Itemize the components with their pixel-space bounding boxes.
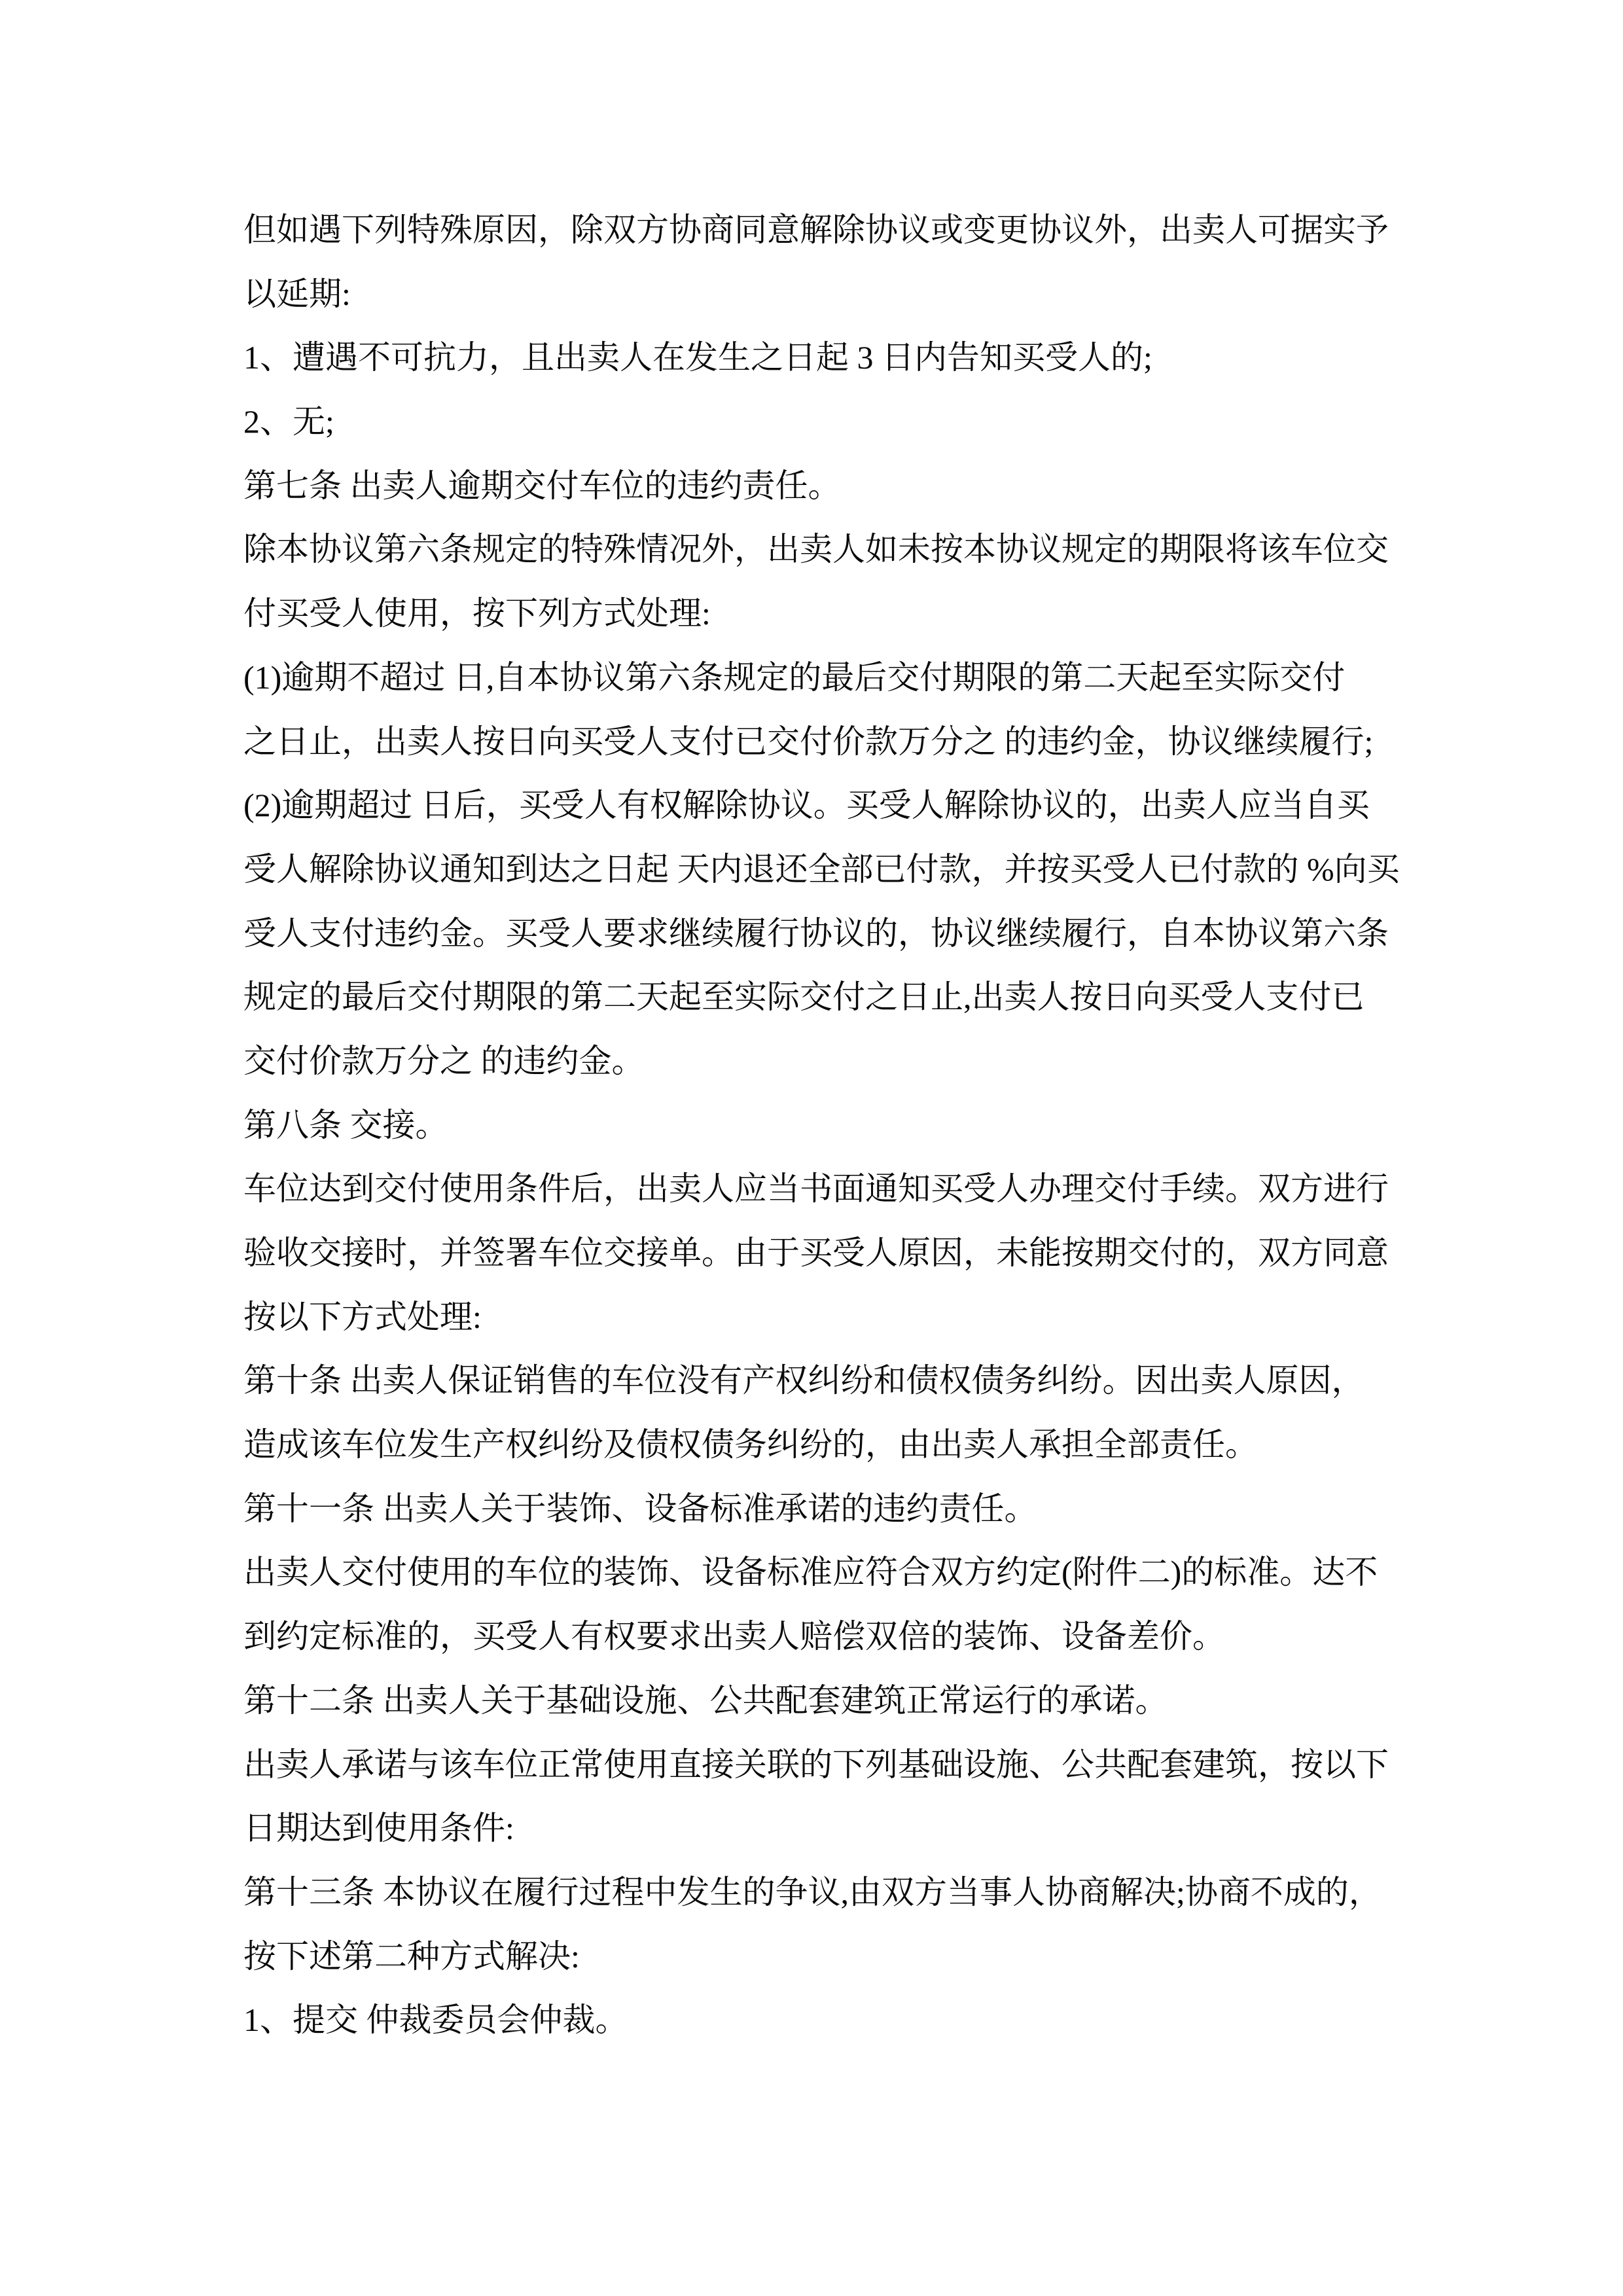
text-line: 除本协议第六条规定的特殊情况外，出卖人如未按本协议规定的期限将该车位交 xyxy=(243,531,1389,568)
text-line: 以延期: xyxy=(243,275,351,312)
text-line: 但如遇下列特殊原因，除双方协商同意解除协议或变更协议外，出卖人可据实予 xyxy=(243,211,1389,248)
text-line: 第十二条 出卖人关于基础设施、公共配套建筑正常运行的承诺。 xyxy=(243,1681,1168,1719)
text-line: 第十条 出卖人保证销售的车位没有产权纠纷和债权债务纠纷。因出卖人原因， xyxy=(243,1362,1364,1399)
text-line: 1、提交 仲裁委员会仲裁。 xyxy=(243,2001,628,2039)
text-line: 规定的最后交付期限的第二天起至实际交付之日止,出卖人按日向买受人支付已 xyxy=(243,978,1364,1016)
text-line: (2)逾期超过 日后，买受人有权解除协议。买受人解除协议的，出卖人应当自买 xyxy=(243,787,1370,824)
text-line: 第八条 交接。 xyxy=(243,1106,448,1143)
text-line: 按以下方式处理: xyxy=(243,1298,482,1335)
text-line: 出卖人承诺与该车位正常使用直接关联的下列基础设施、公共配套建筑，按以下 xyxy=(243,1746,1389,1783)
text-line: 2、无; xyxy=(243,403,334,440)
text-line: 验收交接时，并签署车位交接单。由于买受人原因，未能按期交付的，双方同意 xyxy=(243,1234,1389,1271)
text-line: 付买受人使用，按下列方式处理: xyxy=(243,595,711,632)
text-line: 第十三条 本协议在履行过程中发生的争议,由双方当事人协商解决;协商不成的， xyxy=(243,1873,1382,1910)
text-line: 之日止，出卖人按日向买受人支付已交付价款万分之 的违约金，协议继续履行; xyxy=(243,723,1374,760)
text-line: 到约定标准的，买受人有权要求出卖人赔偿双倍的装饰、设备差价。 xyxy=(243,1618,1225,1655)
text-line: 出卖人交付使用的车位的装饰、设备标准应符合双方约定(附件二)的标准。达不 xyxy=(243,1554,1378,1591)
text-line: 受人支付违约金。买受人要求继续履行协议的，协议继续履行，自本协议第六条 xyxy=(243,914,1389,952)
text-line: 第七条 出卖人逾期交付车位的违约责任。 xyxy=(243,467,841,504)
text-line: 1、遭遇不可抗力，且出卖人在发生之日起 3 日内告知买受人的; xyxy=(243,339,1152,376)
text-line: 造成该车位发生产权纠纷及债权债务纠纷的，由出卖人承担全部责任。 xyxy=(243,1426,1258,1463)
text-line: 车位达到交付使用条件后，出卖人应当书面通知买受人办理交付手续。双方进行 xyxy=(243,1170,1389,1208)
text-line: 受人解除协议通知到达之日起 天内退还全部已付款，并按买受人已付款的 %向买 xyxy=(243,850,1400,888)
text-line: 日期达到使用条件: xyxy=(243,1810,514,1847)
text-line: 按下述第二种方式解决: xyxy=(243,1937,580,1975)
text-line: 交付价款万分之 的违约金。 xyxy=(243,1042,645,1079)
text-line: 第十一条 出卖人关于装饰、设备标准承诺的违约责任。 xyxy=(243,1490,1037,1527)
text-line: (1)逾期不超过 日,自本协议第六条规定的最后交付期限的第二天起至实际交付 xyxy=(243,658,1346,696)
